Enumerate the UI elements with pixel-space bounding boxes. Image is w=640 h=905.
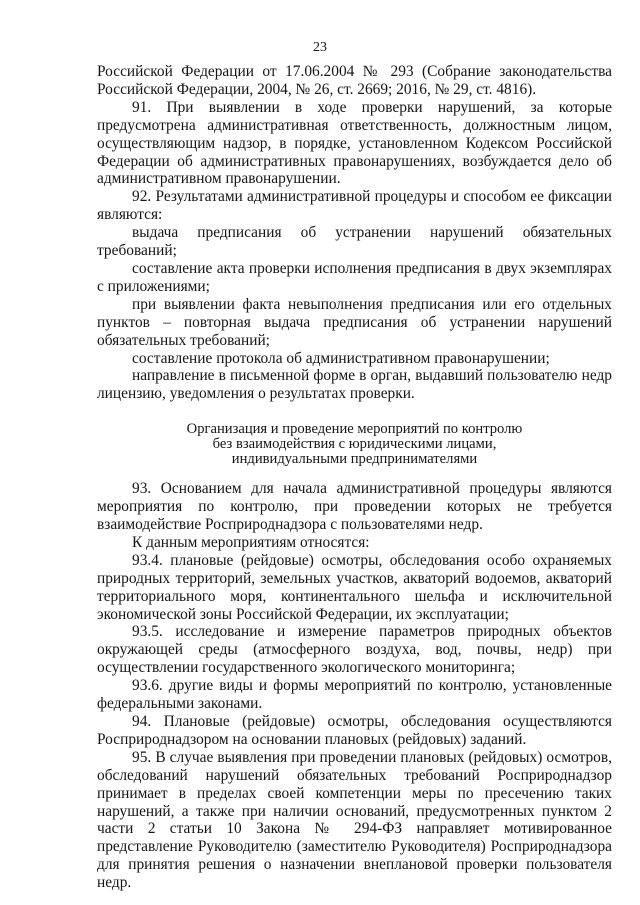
list-item: выдача предписания об устранении нарушений обязательных требований;	[97, 224, 612, 260]
list-item: составление акта проверки исполнения предписания в двух экземплярах с приложениями;	[97, 259, 612, 295]
page-number: 23	[313, 40, 327, 55]
paragraph-continuation: Российской Федерации от 17.06.2004 № 293 (Собрание законодательства Российской Федерации, 2004, № 26, ст. 2669; 2016, № 29, ст. 4816).	[97, 63, 612, 98]
section-heading-line: без взаимодействия с юридическими лицами,	[212, 436, 497, 453]
paragraph-93-4: 93.4. плановые (рейдовые) осмотры, обследования особо охраняемых природных территорий, земельных участков, акваторий водоемов, акваторий территориального моря, континентального шельфа и исключительной экономической зоны Российской Федерации, их эксплуатации;	[97, 551, 612, 623]
paragraph-93: 93. Основанием для начала административной процедуры являются мероприятия по контролю, при проведении которых не требуется взаимодействие Росприроднадзора с пользователями недр.	[97, 480, 612, 534]
list-item: составление протокола об административном правонарушении;	[132, 349, 550, 367]
section-heading-line: Организация и проведение мероприятий по контролю	[186, 421, 523, 438]
paragraph-94: 94. Плановые (рейдовые) осмотры, обследования осуществляются Росприроднадзором на основании плановых (рейдовых) заданий.	[97, 713, 612, 748]
document-body	[97, 63, 612, 892]
list-item: направление в письменной форме в орган, выдавший пользователю недр лицензию, уведомления о результатах проверки.	[97, 367, 612, 403]
paragraph-intro: К данным мероприятиям относятся:	[132, 533, 370, 551]
list-item: при выявлении факта невыполнения предписания или его отдельных пунктов – повторная выдача предписания об устранении нарушений обязательных требований;	[97, 295, 612, 349]
section-heading	[97, 422, 612, 467]
paragraph-93-5: 93.5. исследование и измерение параметров природных объектов окружающей среды (атмосферного воздуха, вод, почвы, недр) при осуществлении государственного экологического мониторинга;	[97, 623, 612, 677]
paragraph-92: 92. Результатами административной процедуры и способом ее фиксации являются:	[97, 188, 612, 224]
paragraph-95: 95. В случае выявления при проведении плановых (рейдовых) осмотров, обследований нарушений обязательных требований Росприроднадзор принимает в пределах своей компетенции меры по пресечению таких нарушений, а также при наличии оснований, предусмотренных пунктом 2 части 2 статьи 10 Закона № 294-ФЗ направляет мотивированное представление Руководителю (заместителю Руководителя) Росприроднадзора для принятия решения о назначении внеплановой проверки пользователя недр.	[97, 748, 612, 892]
section-heading-line: индивидуальными предпринимателями	[231, 451, 478, 468]
paragraph-93-6: 93.6. другие виды и формы мероприятий по контролю, установленные федеральными законами.	[97, 677, 612, 713]
paragraph-91: 91. При выявлении в ходе проверки нарушений, за которые предусмотрена административная ответственность, должностным лицом, осуществляющим надзор, в порядке, установленном Кодексом Российской Федерации об административных правонарушениях, возбуждается дело об административном правонарушении.	[97, 98, 612, 188]
